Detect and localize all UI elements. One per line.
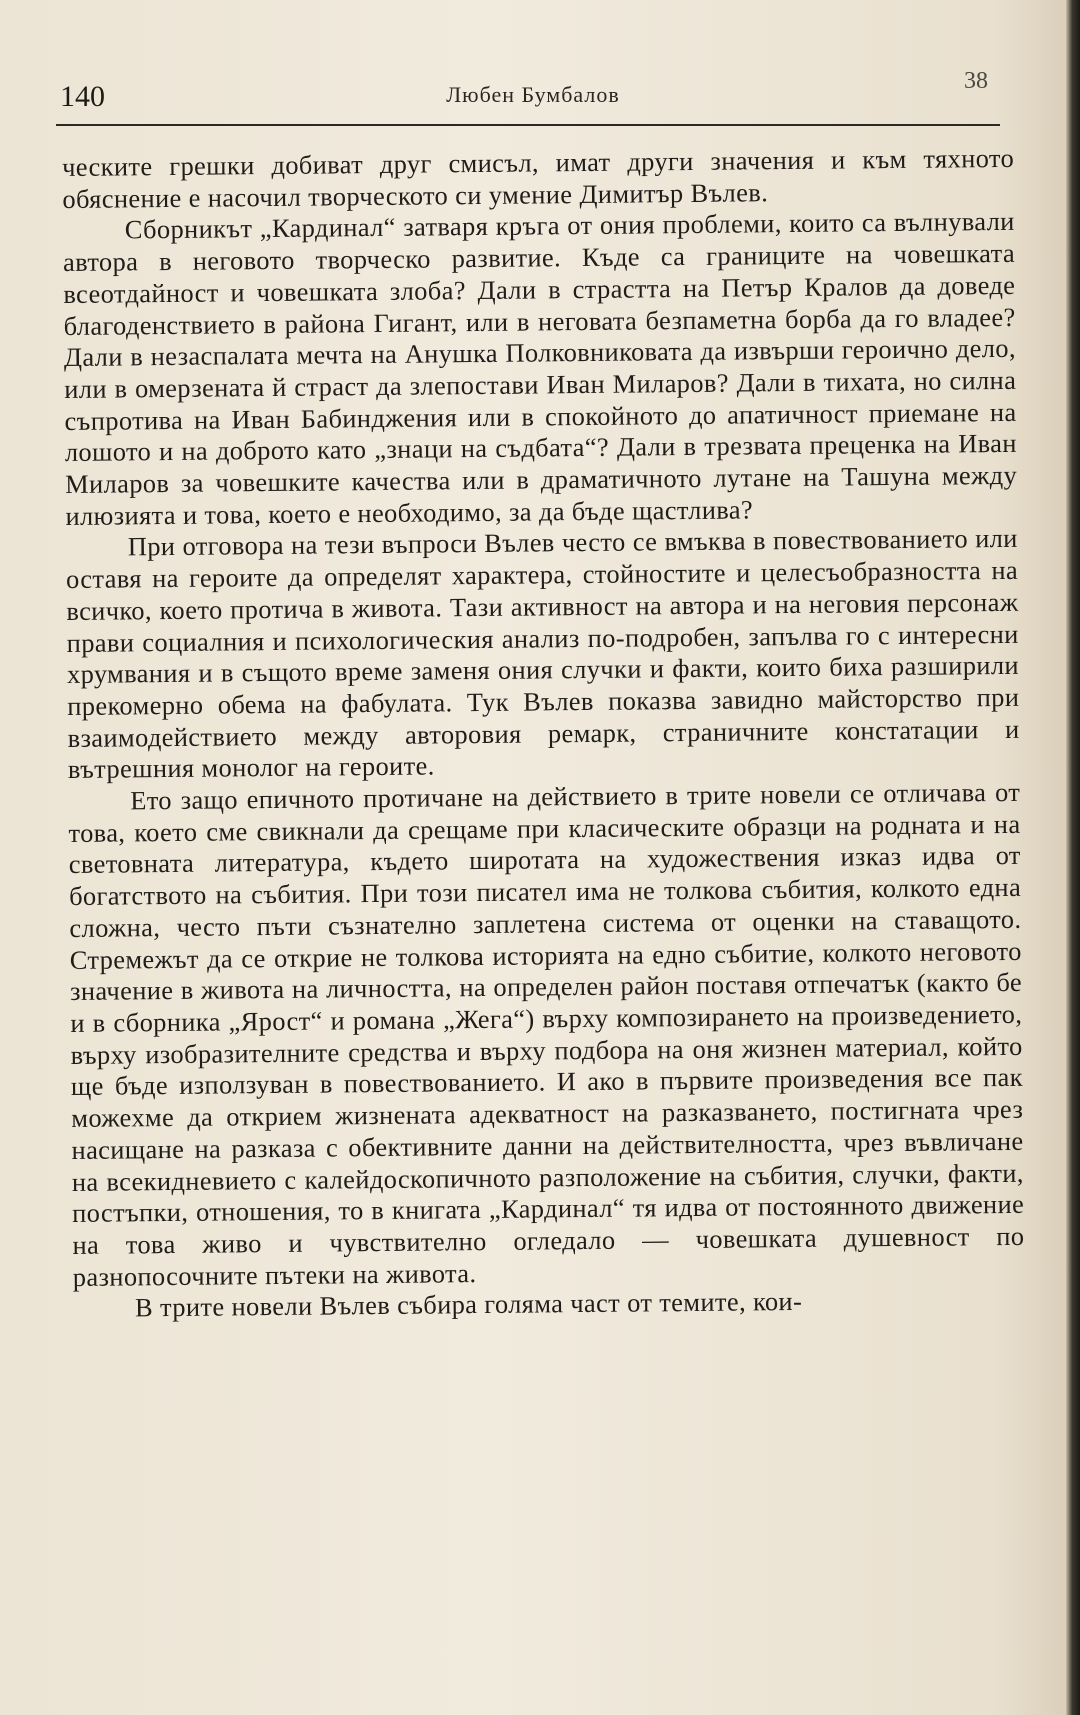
paragraph: Ето защо епичното протичане на действието в трите новели се отличава от това, което сме свикнали да срещаме при класическите образци на родната и на световната литература, където широтата на художествения изказ идва от богатството на събития. При този писател има не толкова събития, колкото една сложна, често пъти съзнателно заплетена система от оценки на ставащото. Стремежът да се открие не толкова историята на едно събитие, колкото неговото значение в живота на личността, на определен район поставя отпечатък (както бе и в сборника „Ярост“ и романа „Жега“) върху композирането на произведението, върху изобразителните средства и върху подбора на оня жизнен материал, който ще бъде използуван в повествованието. И ако в първите произведения все пак можехме да открием жизнената адекватност на разказването, постигната чрез насищане на разказа с обективните данни на действителността, чрез въвличане на всекидневието с калейдоскопичното разположение на събития, случки, факти, постъпки, отношения, то в книгата „Кардинал“ тя идва от постоянното движение на това живо и чувствително огледало — човешката душевност по разнопосочните пътеки на живота. xyxy=(68,776,1025,1292)
page-header xyxy=(58,68,1008,120)
page-number: 140 xyxy=(60,80,105,113)
paragraph: Сборникът „Кардинал“ затваря кръга от ония проблеми, които са вълнували автора в неговото творческо развитие. Къде са границите на човешката всеотдайност и човешката злоба? Дали в страстта на Петър Кралов да доведе благоденствието в района Гигант, или в неговата безпаметна борба да го владее? Дали в незаспалата мечта на Анушка Полковниковата да извърши героично дело, или в омерзената й страст да злепостави Иван Миларов? Дали в тихата, но силна съпротива на Иван Бабинджения или в спокойното до апатичност приемане на лошото и на доброто като „знаци на съдбата“? Дали в трезвата преценка на Иван Миларов за човешките качества или в драматичното лутане на Ташуна между илюзията и това, което е необходимо, за да бъде щастлива? xyxy=(62,206,1018,531)
page-edge-shadow xyxy=(1066,0,1080,1715)
paragraph: В трите новели Вълев събира голяма част от темите, кои- xyxy=(134,1286,803,1323)
paragraph: При отговора на тези въпроси Вълев често се вмъква в повествованието или оставя на героите да определят характера, стойностите и целесъобразността на всичко, което протича в живота. Тази активност на автора и на неговия персонаж прави социалния и психологическия анализ по-подробен, запълва го с интересни хрумвания и в същото време заменя ония случки и факти, които биха разширили прекомерно обема на фабулата. Тук Вълев показва завидно майсторство при взаимодействието между авторовия ремарк, страничните констатации и вътрешния монолог на героите. xyxy=(65,523,1020,785)
body-text xyxy=(62,143,1025,1325)
paragraph: ческите грешки добиват друг смисъл, имат други значения и към тяхното обяснение е насочил творческото си умение Димитър Вълев. xyxy=(62,142,1015,214)
handwritten-note: 38 xyxy=(964,68,988,94)
running-title: Любен Бумбалов xyxy=(446,82,620,107)
header-rule xyxy=(56,124,1000,126)
